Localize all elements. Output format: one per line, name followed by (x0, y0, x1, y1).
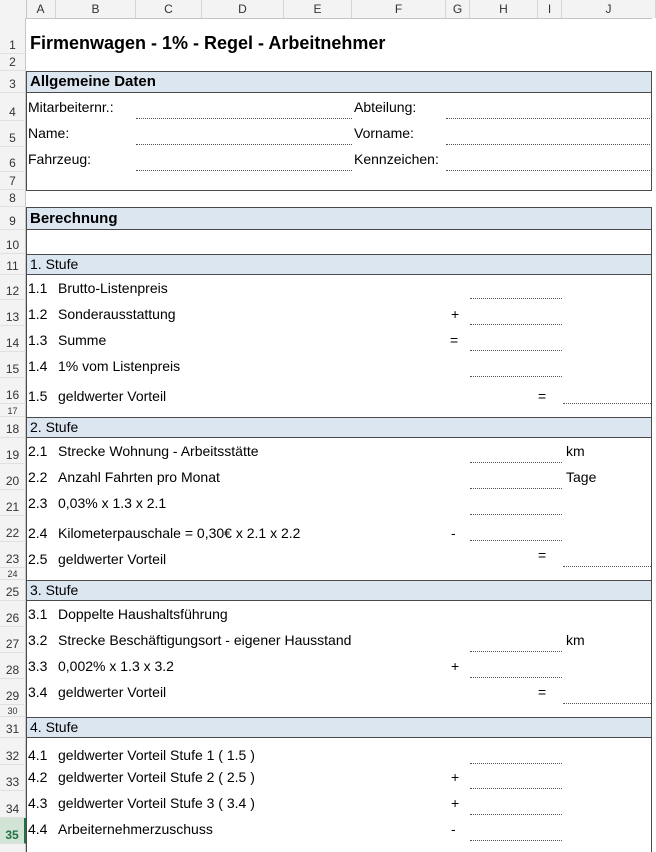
stufe1-item-2-op: + (451, 306, 460, 322)
stufe4-item-2-op: + (451, 769, 460, 785)
stufe1-item-3-label: Summe (58, 332, 107, 348)
label-vorname: Vorname: (354, 125, 414, 141)
column-header-b[interactable]: B (56, 0, 136, 18)
row-header-25[interactable]: 25 (0, 580, 26, 601)
column-header-j[interactable]: J (562, 0, 656, 18)
stufe1-item-4-label: 1% vom Listenpreis (58, 358, 181, 374)
row-header-29[interactable]: 29 (0, 679, 26, 705)
calculation-header (26, 207, 652, 230)
stufe1-item-3-num: 1.3 (28, 332, 48, 348)
stufe1-item-4-num: 1.4 (28, 358, 48, 374)
row-header-14[interactable]: 14 (0, 326, 26, 352)
stufe1-item-2-num: 1.2 (28, 306, 48, 322)
stufe1-item-1-num: 1.1 (28, 280, 48, 296)
stufe3-header-label: 3. Stufe (30, 582, 79, 598)
row-header-19[interactable]: 19 (0, 438, 26, 464)
row-header-23[interactable]: 23 (0, 542, 26, 568)
general-data-header-label: Allgemeine Daten (30, 73, 156, 90)
stufe4-item-3-label: geldwerter Vorteil Stufe 3 ( 3.4 ) (58, 795, 255, 811)
stufe2-item-2-label: Anzahl Fahrten pro Monat (58, 469, 220, 485)
row-header-16[interactable]: 16 (0, 378, 26, 404)
stufe2-header-label: 2. Stufe (30, 419, 79, 435)
stufe2-header (26, 417, 652, 438)
row-header-30[interactable]: 30 (0, 705, 26, 717)
row-header-33[interactable]: 33 (0, 765, 26, 791)
stufe3-item-2-input[interactable] (470, 651, 562, 652)
stufe2-item-5-op: = (538, 547, 547, 563)
stufe1-item-2-input[interactable] (470, 324, 562, 325)
stufe3-item-1-num: 3.1 (28, 606, 48, 622)
stufe2-item-5-label: geldwerter Vorteil (58, 551, 167, 567)
stufe1-item-5-result[interactable] (563, 403, 651, 404)
row-header-32[interactable]: 32 (0, 738, 26, 765)
input-abteilung[interactable] (446, 118, 650, 119)
stufe2-item-3-num: 2.3 (28, 495, 48, 511)
stufe3-item-2-label: Strecke Beschäftigungsort - eigener Hausstand (58, 632, 352, 648)
stufe3-item-1-label: Doppelte Haushaltsführung (58, 606, 228, 622)
row-header-12[interactable]: 12 (0, 275, 26, 300)
row-header-1[interactable]: 1 (0, 18, 26, 54)
input-mitarbeiternr[interactable] (136, 118, 352, 119)
stufe4-item-1-label: geldwerter Vorteil Stufe 1 ( 1.5 ) (58, 747, 255, 763)
row-header-6[interactable]: 6 (0, 147, 26, 172)
stufe3-item-3-num: 3.3 (28, 658, 48, 674)
row-header-36-partial[interactable] (0, 844, 26, 852)
row-header-5[interactable]: 5 (0, 121, 26, 147)
column-header-g[interactable]: G (446, 0, 470, 18)
stufe2-item-4-op: - (451, 525, 456, 541)
general-data-header (26, 71, 652, 93)
column-header-c[interactable]: C (136, 0, 202, 18)
stufe2-item-4-label: Kilometerpauschale = 0,30€ x 2.1 x 2.2 (58, 525, 301, 541)
input-name[interactable] (136, 144, 352, 145)
stufe3-item-2-num: 3.2 (28, 632, 48, 648)
row-header-21[interactable]: 21 (0, 490, 26, 516)
stufe3-item-4-num: 3.4 (28, 684, 48, 700)
window-right-edge (652, 18, 656, 852)
column-header-f[interactable]: F (352, 0, 446, 18)
row-header-4[interactable]: 4 (0, 93, 26, 121)
row-header-26[interactable]: 26 (0, 601, 26, 627)
stufe3-item-4-result[interactable] (563, 703, 651, 704)
row-header-18[interactable]: 18 (0, 417, 26, 438)
stufe2-item-1-input[interactable] (470, 462, 562, 463)
stufe1-item-3-op: = (450, 332, 459, 348)
stufe4-header-label: 4. Stufe (30, 719, 79, 735)
stufe4-item-3-op: + (451, 795, 460, 811)
stufe1-item-5-op: = (538, 388, 547, 404)
stufe2-item-5-result[interactable] (563, 566, 651, 567)
column-header-a[interactable]: A (26, 0, 56, 18)
stufe2-item-1-unit: km (566, 443, 585, 459)
stufe4-item-4-num: 4.4 (28, 821, 48, 837)
page-title: Firmenwagen - 1% - Regel - Arbeitnehmer (30, 33, 386, 53)
row-header-13[interactable]: 13 (0, 300, 26, 326)
stufe2-item-1-num: 2.1 (28, 443, 48, 459)
stufe3-item-3-input[interactable] (470, 677, 562, 678)
stufe2-item-4-num: 2.4 (28, 525, 48, 541)
column-header-h[interactable]: H (470, 0, 538, 18)
stufe3-item-2-unit: km (566, 632, 585, 648)
stufe3-item-4-label: geldwerter Vorteil (58, 684, 167, 700)
row-header-7[interactable]: 7 (0, 172, 26, 190)
stufe4-header (26, 717, 652, 738)
row-header-22[interactable]: 22 (0, 516, 26, 542)
stufe3-header (26, 580, 652, 601)
stufe1-item-1-input[interactable] (470, 298, 562, 299)
row-header-15[interactable]: 15 (0, 352, 26, 378)
input-fahrzeug[interactable] (136, 170, 352, 171)
stufe4-item-2-input[interactable] (470, 788, 562, 789)
stufe2-item-2-unit: Tage (566, 469, 597, 485)
stufe1-item-5-num: 1.5 (28, 388, 48, 404)
stufe4-item-4-input[interactable] (470, 840, 562, 841)
column-header-bar (0, 0, 656, 19)
stufe1-item-5-label: geldwerter Vorteil (58, 388, 167, 404)
column-header-i[interactable]: I (538, 0, 562, 18)
stufe1-header-label: 1. Stufe (30, 256, 79, 272)
label-kennzeichen: Kennzeichen: (354, 151, 439, 167)
select-all-corner[interactable] (0, 0, 27, 18)
row-header-2[interactable]: 2 (0, 54, 26, 71)
stufe2-item-2-input[interactable] (470, 488, 562, 489)
column-header-d[interactable]: D (202, 0, 284, 18)
label-mitarbeiternr: Mitarbeiternr.: (28, 99, 114, 115)
row-header-31[interactable]: 31 (0, 717, 26, 738)
stufe3-item-3-op: + (451, 658, 460, 674)
stufe2-item-4-input[interactable] (470, 540, 562, 541)
calculation-spacer (26, 230, 652, 254)
stufe3-item-4-op: = (538, 684, 547, 700)
label-fahrzeug: Fahrzeug: (28, 151, 92, 167)
stufe2-item-3-label: 0,03% x 1.3 x 2.1 (58, 495, 167, 511)
row-header-35-active[interactable]: 35 (0, 818, 26, 844)
row-header-20[interactable]: 20 (0, 464, 26, 490)
stufe4-item-3-num: 4.3 (28, 795, 48, 811)
stufe4-item-3-input[interactable] (470, 814, 562, 815)
calculation-header-label: Berechnung (30, 210, 118, 227)
row-header-28[interactable]: 28 (0, 653, 26, 679)
stufe1-item-3-input[interactable] (470, 350, 562, 351)
row-header-3[interactable]: 3 (0, 71, 26, 93)
row-header-9[interactable]: 9 (0, 207, 26, 230)
stufe4-item-2-num: 4.2 (28, 769, 48, 785)
stufe4-item-2-label: geldwerter Vorteil Stufe 2 ( 2.5 ) (58, 769, 255, 785)
stufe2-item-1-label: Strecke Wohnung - Arbeitsstätte (58, 443, 259, 459)
label-abteilung: Abteilung: (354, 99, 417, 115)
stufe3-item-3-label: 0,002% x 1.3 x 3.2 (58, 658, 174, 674)
row-header-10[interactable]: 10 (0, 230, 26, 254)
row-header-24[interactable]: 24 (0, 568, 26, 580)
input-vorname[interactable] (446, 144, 650, 145)
label-name: Name: (28, 125, 70, 141)
stufe1-item-1-label: Brutto-Listenpreis (58, 280, 168, 296)
input-kennzeichen[interactable] (446, 170, 650, 171)
row-header-11[interactable]: 11 (0, 254, 26, 275)
stufe1-header (26, 254, 652, 275)
stufe2-item-5-num: 2.5 (28, 551, 48, 567)
stufe4-item-4-op: - (451, 821, 456, 837)
column-header-e[interactable]: E (284, 0, 352, 18)
row-header-17[interactable]: 17 (0, 404, 26, 417)
stufe1-item-2-label: Sonderausstattung (58, 306, 176, 322)
stufe4-item-1-num: 4.1 (28, 747, 48, 763)
stufe4-item-4-label: Arbeiternehmerzuschuss (58, 821, 213, 837)
row-header-27[interactable]: 27 (0, 627, 26, 653)
row-header-34[interactable]: 34 (0, 791, 26, 818)
stufe2-item-3-input[interactable] (470, 514, 562, 515)
row-header-8[interactable]: 8 (0, 190, 26, 207)
stufe4-item-1-input[interactable] (470, 763, 562, 764)
stufe1-item-4-input[interactable] (470, 376, 562, 377)
stufe2-item-2-num: 2.2 (28, 469, 48, 485)
